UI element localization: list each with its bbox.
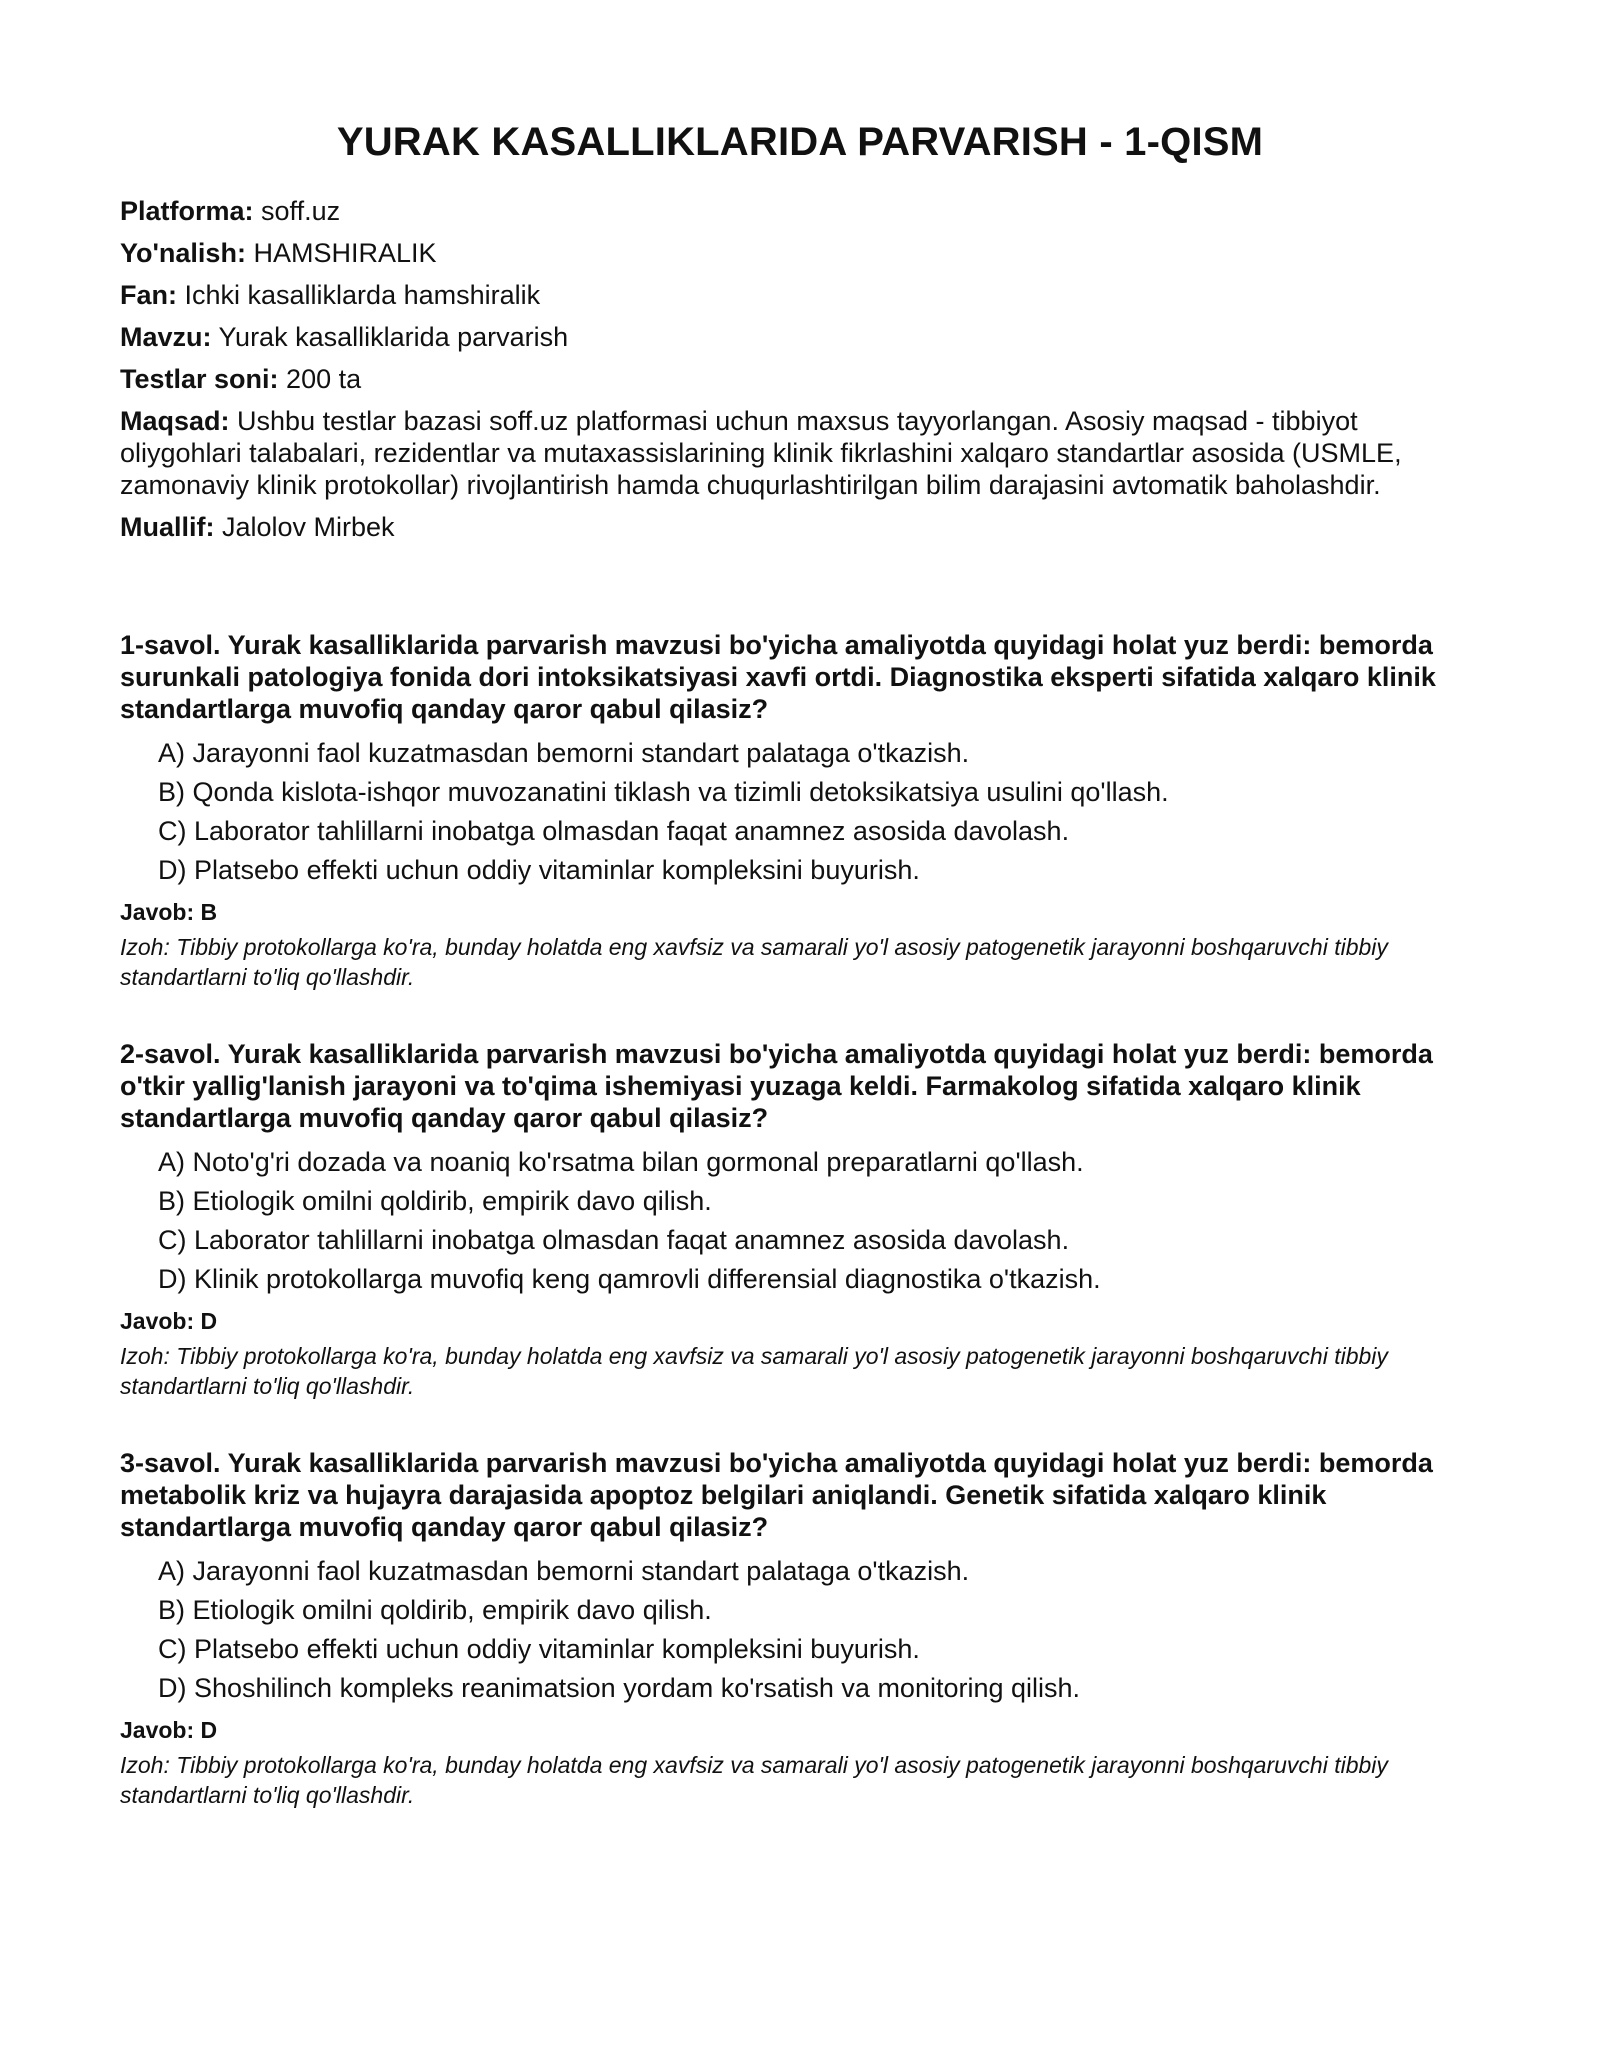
answer-label: Javob: D [120,1308,218,1334]
meta-section [120,195,1480,543]
question-text: 2-savol. Yurak kasalliklarida parvarish mavzusi bo'yicha amaliyotda quyidagi holat yuz berdi: bemorda o'tkir yallig'lanish jarayoni va to'qima ishemiyasi yuzaga keldi. Farmakolog sifatida xalqaro klinik standartlarga muvofiq qanday qaror qabul qilasiz? [120,1039,1433,1133]
option-c: C) Platsebo effekti uchun oddiy vitaminlar kompleksini buyurish. [158,1634,920,1664]
meta-key: Fan: [120,280,177,310]
option-a: A) Noto'g'ri dozada va noaniq ko'rsatma bilan gormonal preparatlarni qo'llash. [158,1147,1084,1177]
meta-test-count [120,363,1480,395]
option-c: C) Laborator tahlillarni inobatga olmasdan faqat anamnez asosida davolash. [158,1225,1070,1255]
meta-key: Yo'nalish: [120,238,246,268]
meta-direction [120,237,1480,269]
question-3 [120,1447,1480,1810]
meta-key: Mavzu: [120,322,212,352]
question-2 [120,1038,1480,1401]
meta-value: Ushbu testlar bazasi soff.uz platformasi uchun maxsus tayyorlangan. Asosiy maqsad - tibbiyot oliygohlari talabalari, rezidentlar va mutaxassislarining klinik fikrlashini xalqaro standartlar asosida (USMLE, zamonaviy klinik protokollar) rivojlantirish hamda chuqurlashtirilgan bilim darajasini avtomatik baholashdir. [120,406,1402,500]
meta-purpose [120,405,1480,501]
meta-subject [120,279,1480,311]
explanation-text: Izoh: Tibbiy protokollarga ko'ra, bunday holatda eng xavfsiz va samarali yo'l asosiy patogenetik jarayonni boshqaruvchi tibbiy standartlarni to'liq qo'llashdir. [120,934,1388,990]
meta-value: Jalolov Mirbek [214,512,395,542]
meta-value: Ichki kasalliklarda hamshiralik [177,280,541,310]
answer-label: Javob: B [120,899,218,925]
option-b: B) Etiologik omilni qoldirib, empirik davo qilish. [158,1186,712,1216]
meta-key: Maqsad: [120,406,230,436]
question-text: 3-savol. Yurak kasalliklarida parvarish mavzusi bo'yicha amaliyotda quyidagi holat yuz berdi: bemorda metabolik kriz va hujayra darajasida apoptoz belgilari aniqlandi. Genetik sifatida xalqaro klinik standartlarga muvofiq qanday qaror qabul qilasiz? [120,1448,1433,1542]
option-b: B) Qonda kislota-ishqor muvozanatini tiklash va tizimli detoksikatsiya usulini qo'llash. [158,777,1169,807]
option-d: D) Platsebo effekti uchun oddiy vitaminlar kompleksini buyurish. [158,855,920,885]
option-a: A) Jarayonni faol kuzatmasdan bemorni standart palataga o'tkazish. [158,738,970,768]
meta-key: Muallif: [120,512,215,542]
question-1 [120,629,1480,992]
question-list [120,629,1480,1810]
meta-key: Platforma: [120,196,254,226]
option-d: D) Shoshilinch kompleks reanimatsion yordam ko'rsatish va monitoring qilish. [158,1673,1081,1703]
option-b: B) Etiologik omilni qoldirib, empirik davo qilish. [158,1595,712,1625]
option-d: D) Klinik protokollarga muvofiq keng qamrovli differensial diagnostika o'tkazish. [158,1264,1101,1294]
meta-key: Testlar soni: [120,364,279,394]
answer-label: Javob: D [120,1717,218,1743]
explanation-text: Izoh: Tibbiy protokollarga ko'ra, bunday holatda eng xavfsiz va samarali yo'l asosiy patogenetik jarayonni boshqaruvchi tibbiy standartlarni to'liq qo'llashdir. [120,1752,1388,1808]
explanation-text: Izoh: Tibbiy protokollarga ko'ra, bunday holatda eng xavfsiz va samarali yo'l asosiy patogenetik jarayonni boshqaruvchi tibbiy standartlarni to'liq qo'llashdir. [120,1343,1388,1399]
meta-topic [120,321,1480,353]
meta-value: 200 ta [278,364,362,394]
meta-value: soff.uz [253,196,341,226]
option-c: C) Laborator tahlillarni inobatga olmasdan faqat anamnez asosida davolash. [158,816,1070,846]
option-a: A) Jarayonni faol kuzatmasdan bemorni standart palataga o'tkazish. [158,1556,970,1586]
question-text: 1-savol. Yurak kasalliklarida parvarish mavzusi bo'yicha amaliyotda quyidagi holat yuz berdi: bemorda surunkali patologiya fonida dori intoksikatsiyasi xavfi ortdi. Diagnostika eksperti sifatida xalqaro klinik standartlarga muvofiq qanday qaror qabul qilasiz? [120,630,1436,724]
meta-platform [120,195,1480,227]
meta-value: Yurak kasalliklarida parvarish [211,322,569,352]
document-title: YURAK KASALLIKLARIDA PARVARISH - 1-QISM [336,120,1264,164]
meta-author [120,511,1480,543]
meta-value: HAMSHIRALIK [245,238,437,268]
